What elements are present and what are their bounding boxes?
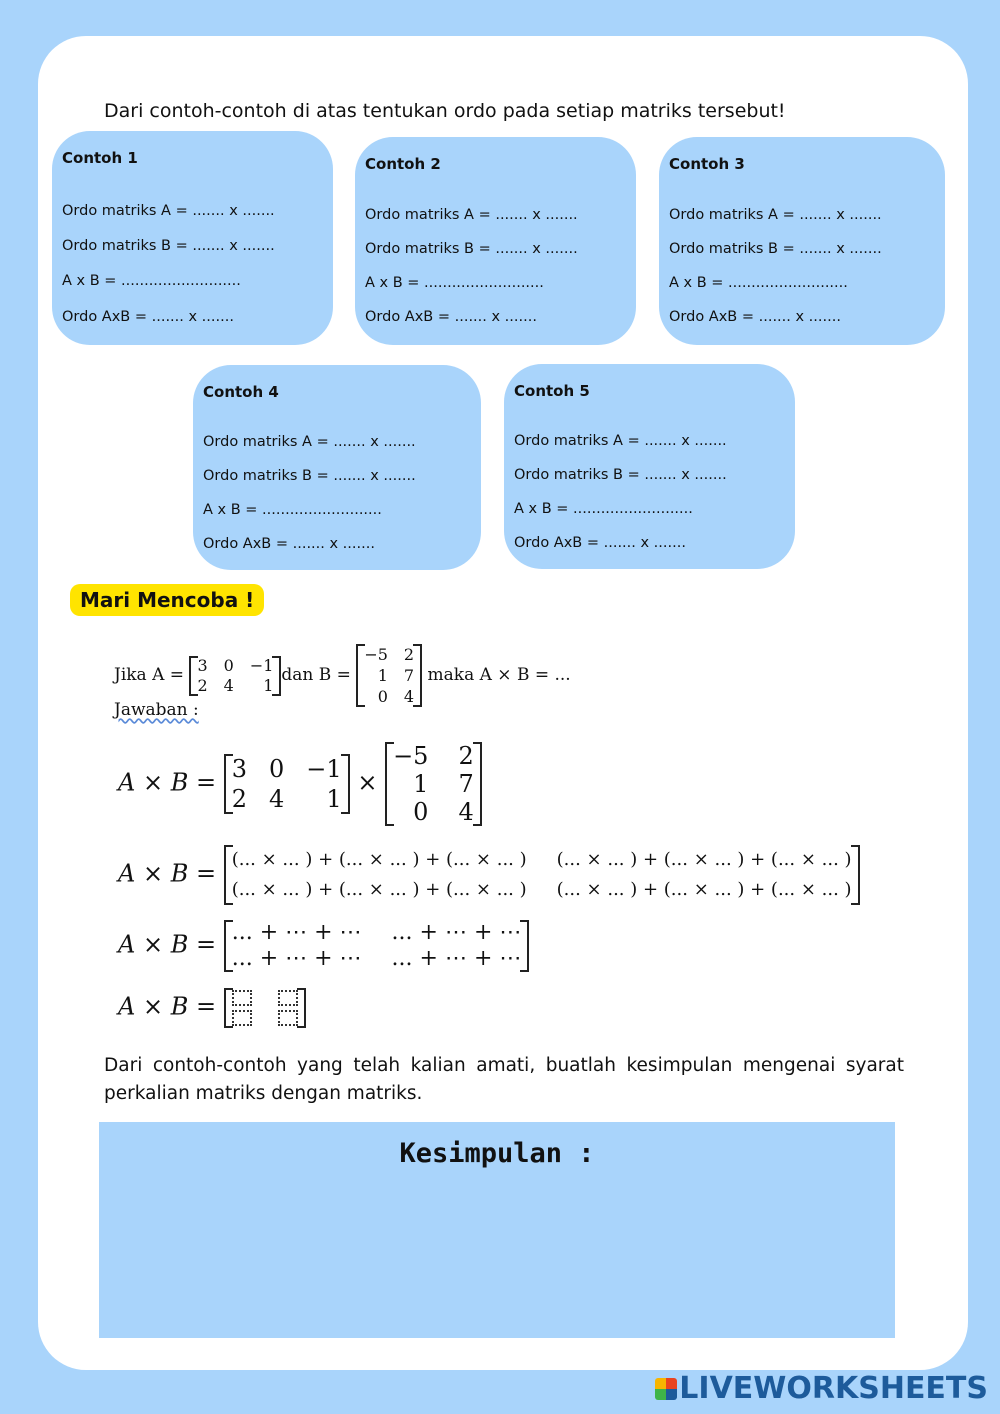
- example-line: A x B = ..........................: [365, 275, 544, 291]
- example-line: Ordo matriks A = ....... x .......: [203, 434, 416, 450]
- answer-label: Jawaban :: [114, 700, 199, 720]
- matrix-a: [224, 754, 350, 814]
- example-line: Ordo AxB = ....... x .......: [203, 536, 375, 552]
- matrix-cell: ... + ⋯ + ⋯: [391, 946, 522, 971]
- example-box-3: [659, 137, 945, 345]
- step-lhs: A × B =: [118, 859, 217, 888]
- matrix-cell: (... × ... ) + (... × ... ) + (... × ... ): [231, 879, 527, 900]
- example-box-5: [504, 364, 795, 569]
- example-line: A x B = ..........................: [514, 501, 693, 517]
- matrix-cell: 1: [326, 785, 342, 813]
- matrix-cell: (... × ... ) + (... × ... ) + (... × ... ): [231, 849, 527, 870]
- answer-blank[interactable]: [232, 990, 252, 1006]
- matrix-cell: 3: [197, 655, 208, 675]
- brand-logo: [655, 1371, 988, 1406]
- example-line: Ordo matriks B = ....... x .......: [514, 467, 727, 483]
- expansion-matrix: [224, 845, 860, 905]
- step-lhs: A × B =: [118, 930, 217, 959]
- matrix-cell: 4: [223, 675, 234, 695]
- matrix-cell: 7: [458, 770, 474, 798]
- example-line: Ordo matriks A = ....... x .......: [62, 203, 275, 219]
- matrix-cell: 0: [413, 798, 429, 826]
- matrix-cell: ... + ⋯ + ⋯: [391, 920, 522, 945]
- example-title: Contoh 5: [514, 382, 590, 400]
- matrix-b: [356, 644, 422, 707]
- example-line: A x B = ..........................: [203, 502, 382, 518]
- matrix-cell: ... + ⋯ + ⋯: [231, 920, 362, 945]
- matrix-cell: 2: [403, 645, 415, 664]
- example-line: Ordo AxB = ....... x .......: [669, 309, 841, 325]
- example-title: Contoh 4: [203, 383, 279, 401]
- matrix-cell: (... × ... ) + (... × ... ) + (... × ... ): [556, 879, 852, 900]
- matrix-cell: 1: [413, 770, 429, 798]
- example-line: A x B = ..........................: [669, 275, 848, 291]
- example-line: Ordo matriks B = ....... x .......: [365, 241, 578, 257]
- example-line: Ordo matriks A = ....... x .......: [514, 433, 727, 449]
- matrix-cell: 1: [377, 666, 388, 685]
- matrix-cell: 2: [197, 675, 208, 695]
- answer-blank[interactable]: [232, 1010, 252, 1026]
- matrix-cell: −5: [364, 645, 388, 664]
- matrix-cell: 1: [263, 675, 274, 695]
- step-1: [118, 742, 482, 826]
- example-title: Contoh 3: [669, 155, 745, 173]
- example-line: Ordo matriks A = ....... x .......: [669, 207, 882, 223]
- matrix-cell: −1: [306, 755, 342, 783]
- matrix-cell: 3: [231, 755, 247, 783]
- example-line: Ordo matriks B = ....... x .......: [203, 468, 416, 484]
- kesimpulan-title: Kesimpulan :: [399, 1138, 595, 1169]
- answer-blank[interactable]: [278, 1010, 298, 1026]
- matrix-cell: (... × ... ) + (... × ... ) + (... × ... ): [556, 849, 852, 870]
- question: [114, 620, 614, 706]
- matrix-cell: 2: [231, 785, 247, 813]
- step-2: [118, 845, 860, 905]
- example-line: Ordo matriks B = ....... x .......: [62, 238, 275, 254]
- step-lhs: A × B =: [118, 768, 217, 797]
- example-line: Ordo AxB = ....... x .......: [62, 309, 234, 325]
- example-box-2: [355, 137, 636, 345]
- mari-mencoba-tag: Mari Mencoba !: [70, 584, 264, 616]
- conclusion-prompt: Dari contoh-contoh yang telah kalian amati, buatlah kesimpulan mengenai syarat perkalian matriks dengan matriks.: [104, 1055, 904, 1104]
- liveworksheets-logo-icon: [655, 1378, 677, 1400]
- matrix-cell: 7: [403, 666, 415, 685]
- matrix-cell: −5: [393, 742, 429, 770]
- matrix-cell: 4: [403, 687, 415, 706]
- brand-text: LIVEWORKSHEETS: [679, 1371, 988, 1406]
- matrix-cell: 4: [269, 785, 285, 813]
- matrix-cell: 0: [269, 755, 285, 783]
- example-line: A x B = ..........................: [62, 273, 241, 289]
- matrix-cell: 0: [223, 655, 234, 675]
- matrix-b: [385, 742, 482, 826]
- matrix-cell: ... + ⋯ + ⋯: [231, 946, 362, 971]
- example-line: Ordo matriks A = ....... x .......: [365, 207, 578, 223]
- intro-text: Dari contoh-contoh di atas tentukan ordo pada setiap matriks tersebut!: [104, 100, 786, 122]
- question-mid: dan B =: [281, 665, 351, 685]
- step-lhs: A × B =: [118, 992, 217, 1021]
- times-symbol: ×: [357, 768, 378, 797]
- result-matrix: [224, 988, 306, 1028]
- matrix-cell: −1: [249, 655, 274, 675]
- example-line: Ordo matriks B = ....... x .......: [669, 241, 882, 257]
- matrix-a: [189, 656, 281, 696]
- example-line: Ordo AxB = ....... x .......: [365, 309, 537, 325]
- matrix-cell: 0: [377, 687, 388, 706]
- kesimpulan-box[interactable]: [99, 1122, 895, 1338]
- example-title: Contoh 2: [365, 155, 441, 173]
- example-box-4: [193, 365, 481, 570]
- question-prefix: Jika A =: [114, 665, 185, 685]
- matrix-cell: 2: [458, 742, 474, 770]
- example-line: Ordo AxB = ....... x .......: [514, 535, 686, 551]
- answer-blank[interactable]: [278, 990, 298, 1006]
- sum-matrix: [224, 920, 530, 972]
- step-4: [118, 988, 306, 1028]
- example-box-1: [52, 131, 333, 345]
- example-title: Contoh 1: [62, 149, 138, 167]
- matrix-cell: 4: [458, 798, 474, 826]
- step-3: [118, 920, 529, 972]
- question-suffix: maka A × B = ...: [427, 665, 571, 685]
